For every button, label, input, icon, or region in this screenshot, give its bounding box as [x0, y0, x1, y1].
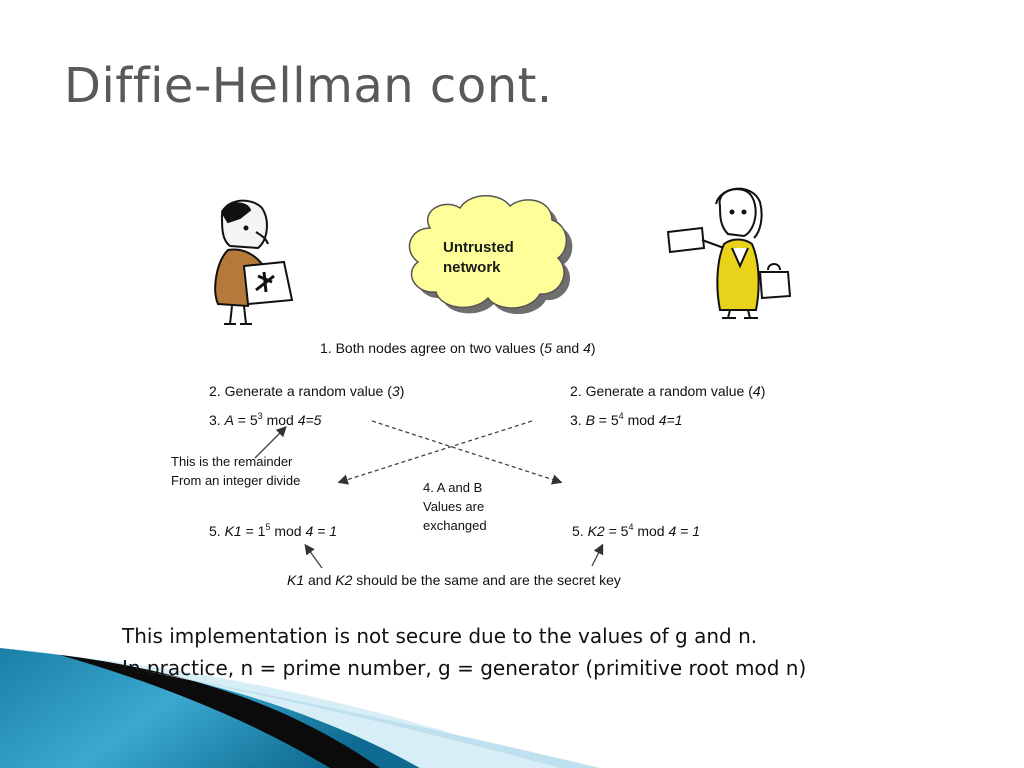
exchange-arrows [340, 421, 560, 482]
right-step3-compute-b: 3. $B = 5^4$ mod 4=1 [570, 411, 683, 428]
left-step2-random-value: 2. Generate a random value (3) [209, 383, 405, 399]
exchange-note-line2: Values are [423, 499, 485, 514]
bottom-text-line1: This implementation is not secure due to the values of g and n. [122, 624, 758, 648]
remainder-note [171, 452, 300, 490]
bottom-text [122, 620, 806, 684]
exchange-note [423, 478, 487, 535]
remainder-note-line2: From an integer divide [171, 473, 301, 488]
right-person-figure [668, 189, 790, 318]
cloud-label-line1: Untrusted [443, 239, 514, 256]
secret-key-note: K1 and K2 should be the same and are the secret key [287, 572, 621, 588]
bottom-text-line2: In practice, n = prime number, g = generator (primitive root mod n) [122, 656, 807, 680]
cloud-label-line2: network [443, 259, 501, 276]
slide-title: Diffie-Hellman cont. [64, 58, 553, 114]
exchange-note-line1: 4. A and B [423, 480, 483, 495]
left-step3-compute-a: 3. $A = 5^3$ mod 4=5 [209, 411, 322, 428]
step1-agree-values: 1. Both nodes agree on two values (5 and 4) [320, 340, 596, 356]
secret-pointer-left-arrow [306, 546, 322, 568]
remainder-note-line1: This is the remainder [171, 454, 293, 469]
exchange-note-line3: exchanged [423, 518, 487, 533]
secret-pointer-right-arrow [592, 546, 602, 566]
left-person-figure [215, 201, 292, 324]
right-step5-compute-k2: 5. $K2 = 5^4$ mod 4 = 1 [572, 522, 701, 539]
left-step5-compute-k1: 5. $K1 = 1^5$ mod 4 = 1 [209, 522, 338, 539]
cloud-label [443, 238, 514, 278]
right-step2-random-value: 2. Generate a random value (4) [570, 383, 766, 399]
